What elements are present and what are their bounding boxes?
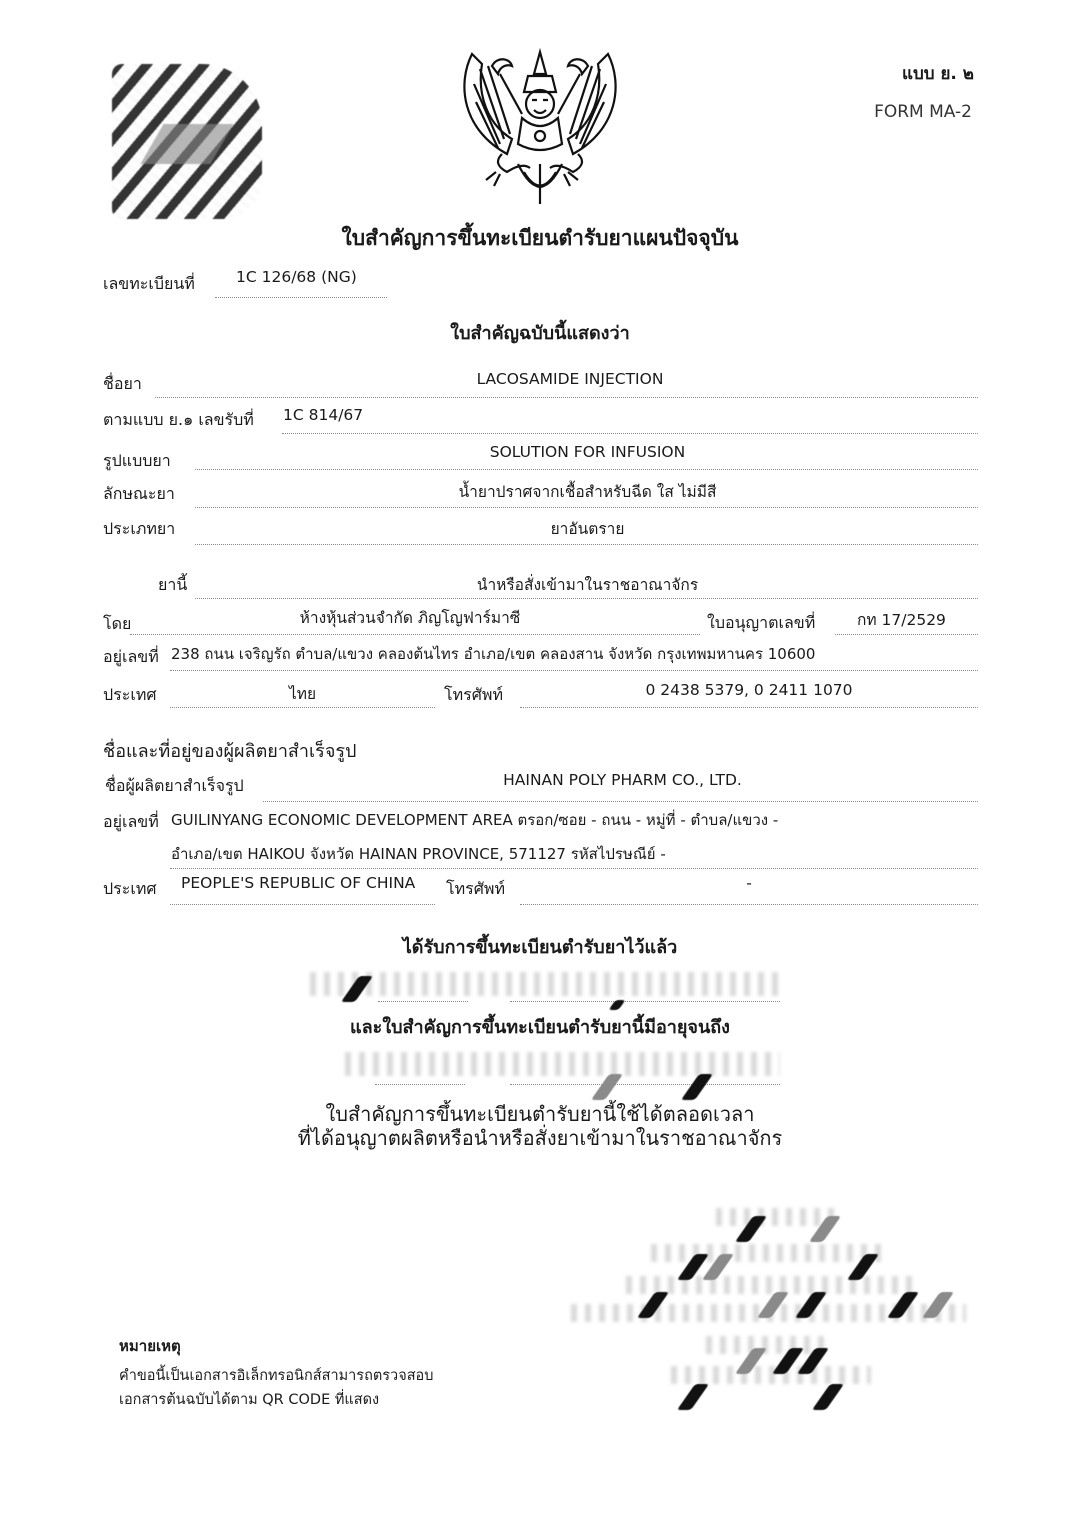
manufacturer-section-heading: ชื่อและที่อยู่ของผู้ผลิตยาสำเร็จรูป xyxy=(103,741,357,762)
form-code-thai: แบบ ย. ๒ xyxy=(901,64,974,84)
manufacturer-address-line2: อำเภอ/เขต HAIKOU จังหวัด HAINAN PROVINCE, 571127 รหัสไปรษณีย์ - xyxy=(171,845,666,863)
drug-name-underline xyxy=(155,397,978,398)
importer-phone-label: โทรศัพท์ xyxy=(444,685,503,704)
registered-heading: ได้รับการขึ้นทะเบียนตำรับยาไว้แล้ว xyxy=(402,937,678,958)
importer-address-underline xyxy=(170,670,978,671)
manufacturer-country-underline xyxy=(170,904,435,905)
expiry-heading: และใบสำคัญการขึ้นทะเบียนตำรับยานี้มีอายุจนถึง xyxy=(350,1017,730,1038)
dosage-form-label: รูปแบบยา xyxy=(103,451,171,470)
validity-note-line2: ที่ได้อนุญาตผลิตหรือนำหรือสั่งยาเข้ามาในราชอาณาจักร xyxy=(297,1126,783,1150)
manufacturer-address-label: อยู่เลขที่ xyxy=(103,812,159,831)
category-value: ยาอันตราย xyxy=(550,520,625,538)
characteristics-label: ลักษณะยา xyxy=(103,484,175,503)
importer-by-label: โดย xyxy=(103,614,132,633)
reference-label: ตามแบบ ย.๑ เลขรับที่ xyxy=(103,410,254,429)
drug-name-label: ชื่อยา xyxy=(103,374,142,393)
redacted-signature-block xyxy=(566,1196,966,1406)
manufacturer-name-label: ชื่อผู้ผลิตยาสำเร็จรูป xyxy=(105,776,244,795)
license-label: ใบอนุญาตเลขที่ xyxy=(707,613,816,632)
category-label: ประเภทยา xyxy=(103,519,176,538)
remarks-line2: เอกสารต้นฉบับได้ตาม QR CODE ที่แสดง xyxy=(119,1392,380,1408)
manufacturer-address-line1: GUILINYANG ECONOMIC DEVELOPMENT AREA ตรอก/ซอย - ถนน - หมู่ที่ - ตำบล/แขวง - xyxy=(171,811,779,829)
document-title: ใบสำคัญการขึ้นทะเบียนตำรับยาแผนปัจจุบัน xyxy=(341,226,739,250)
dosage-form-underline xyxy=(195,469,978,470)
importer-address-label: อยู่เลขที่ xyxy=(103,647,159,666)
importer-name-value: ห้างหุ้นส่วนจำกัด ภิญโญฟาร์มาซี xyxy=(299,609,521,627)
reference-value: 1C 814/67 xyxy=(283,406,364,424)
importer-name-underline xyxy=(130,634,700,635)
characteristics-value: น้ำยาปราศจากเชื้อสำหรับฉีด ใส ไม่มีสี xyxy=(458,483,717,501)
manufacturer-phone-underline xyxy=(520,904,978,905)
license-value: กท 17/2529 xyxy=(857,611,946,629)
registration-underline xyxy=(215,297,387,298)
importer-country-label: ประเทศ xyxy=(103,685,157,704)
garuda-emblem-icon xyxy=(452,44,628,212)
importer-phone-value: 0 2438 5379, 0 2411 1070 xyxy=(645,681,853,699)
manufacturer-name-underline xyxy=(263,801,978,802)
characteristics-underline xyxy=(195,507,978,508)
manufacturer-name-value: HAINAN POLY PHARM CO., LTD. xyxy=(503,771,742,789)
manufacturer-phone-label: โทรศัพท์ xyxy=(446,879,505,898)
importer-country-value: ไทย xyxy=(288,685,317,703)
importer-phone-underline xyxy=(520,707,978,708)
registration-value: 1C 126/68 (NG) xyxy=(236,268,357,286)
license-underline xyxy=(835,634,978,635)
drug-name-value: LACOSAMIDE INJECTION xyxy=(476,370,664,388)
registration-label: เลขทะเบียนที่ xyxy=(103,274,195,293)
category-underline xyxy=(195,544,978,545)
importer-country-underline xyxy=(170,707,435,708)
certifies-heading: ใบสำคัญฉบับนี้แสดงว่า xyxy=(450,323,630,344)
this-drug-value: นำหรือสั่งเข้ามาในราชอาณาจักร xyxy=(476,576,699,594)
remarks-heading: หมายเหตุ xyxy=(119,1337,181,1355)
importer-address-value: 238 ถนน เจริญรัถ ตำบล/แขวง คลองต้นไทร อำเภอ/เขต คลองสาน จังหวัด กรุงเทพมหานคร 10600 xyxy=(171,645,816,663)
this-drug-label: ยานี้ xyxy=(158,575,188,594)
dosage-form-value: SOLUTION FOR INFUSION xyxy=(489,443,686,461)
this-drug-underline xyxy=(195,598,978,599)
form-code-english: FORM MA-2 xyxy=(874,102,972,122)
redacted-qr-seal xyxy=(112,64,262,219)
manufacturer-phone-value: - xyxy=(746,874,752,892)
validity-note-line1: ใบสำคัญการขึ้นทะเบียนตำรับยานี้ใช้ได้ตลอดเวลา xyxy=(325,1102,755,1126)
manufacturer-country-label: ประเทศ xyxy=(103,879,157,898)
manufacturer-address-underline xyxy=(170,868,978,869)
manufacturer-country-value: PEOPLE'S REPUBLIC OF CHINA xyxy=(181,874,416,892)
reference-underline xyxy=(282,433,978,434)
remarks-line1: คำขอนี้เป็นเอกสารอิเล็กทรอนิกส์สามารถตรวจสอบ xyxy=(119,1368,434,1384)
